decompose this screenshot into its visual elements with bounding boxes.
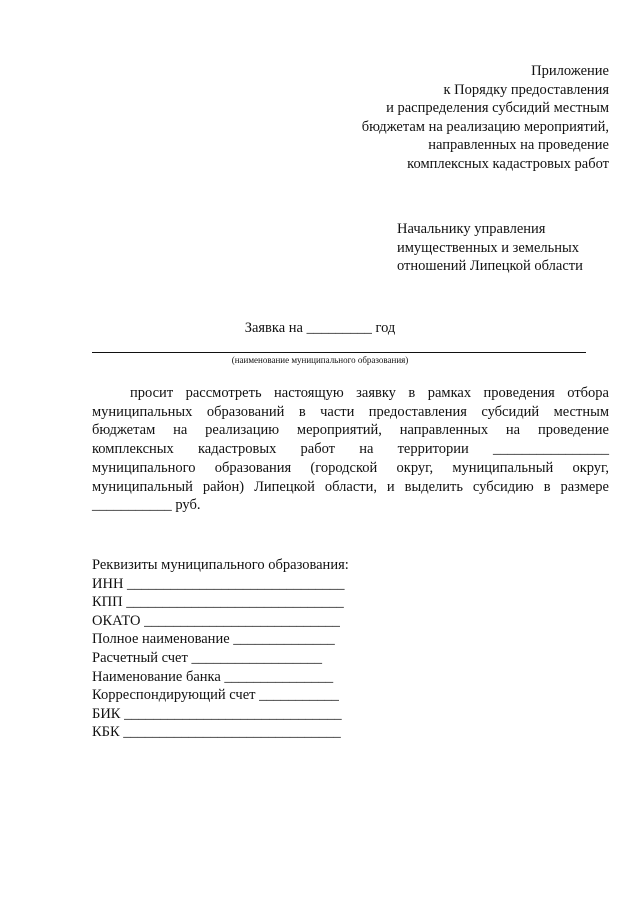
appendix-line: и распределения субсидий местным bbox=[386, 100, 609, 116]
body-text-part1: просит рассмотреть настоящую заявку в рамках проведения отбора муниципальных образований в части предоставления субсидий местным бюджетам на реализацию мероприятий, направленных на проведение комплексных кадастровых работ на территории bbox=[92, 385, 609, 458]
request-title-suffix: год bbox=[375, 320, 396, 336]
requisite-blank: ______________________________ bbox=[123, 724, 341, 741]
request-body bbox=[92, 384, 609, 515]
requisite-blank: ___________________________ bbox=[144, 612, 340, 629]
municipality-caption: (наименование муниципального образования) bbox=[231, 355, 409, 365]
request-paragraph bbox=[92, 384, 609, 515]
requisite-label: ИНН bbox=[92, 575, 124, 592]
requisite-blank: ______________________________ bbox=[124, 705, 342, 722]
requisites-heading: Реквизиты муниципального образования: bbox=[92, 557, 349, 573]
requisite-row-inn bbox=[92, 575, 412, 594]
requisite-label: Наименование банка bbox=[92, 668, 221, 685]
requisite-blank: _______________ bbox=[224, 668, 334, 685]
subsidy-amount-blank: ___________ bbox=[92, 497, 172, 514]
addressee-block bbox=[397, 220, 617, 276]
requisite-label: ОКАТО bbox=[92, 612, 141, 629]
appendix-block bbox=[279, 62, 609, 173]
requisite-label: БИК bbox=[92, 705, 121, 722]
addressee-line: имущественных и земельных bbox=[397, 239, 580, 256]
requisite-row-okato bbox=[92, 612, 412, 631]
requisite-blank: __________________ bbox=[191, 649, 322, 666]
appendix-line: Приложение bbox=[531, 63, 609, 79]
requisite-row-corr-account bbox=[92, 686, 412, 705]
appendix-line: комплексных кадастровых работ bbox=[407, 155, 609, 172]
request-title-prefix: Заявка на bbox=[244, 320, 303, 336]
requisite-blank: ___________ bbox=[259, 687, 339, 704]
addressee-line: Начальнику управления bbox=[397, 221, 546, 237]
body-text-part2: муниципального образования (городской округ, муниципальный округ, муниципальный район) Липецкой области, и выделить субсидию в размере bbox=[92, 459, 609, 495]
request-title bbox=[0, 319, 640, 337]
requisite-row-bank-name bbox=[92, 668, 412, 687]
requisite-row-kbk bbox=[92, 723, 412, 742]
requisite-row-bik bbox=[92, 705, 412, 724]
requisite-label: Расчетный счет bbox=[92, 649, 188, 666]
requisite-label: КБК bbox=[92, 724, 120, 741]
municipality-name-line bbox=[92, 352, 586, 353]
requisite-row-full-name bbox=[92, 630, 412, 649]
requisite-blank: ______________________________ bbox=[127, 575, 345, 592]
addressee-line: отношений Липецкой области bbox=[397, 258, 583, 274]
appendix-line: направленных на проведение bbox=[428, 137, 609, 153]
request-year-blank: _________ bbox=[306, 320, 372, 336]
requisite-label: Полное наименование bbox=[92, 631, 230, 648]
requisite-blank: ______________________________ bbox=[126, 594, 344, 611]
requisite-row-account bbox=[92, 649, 412, 668]
currency-label: руб. bbox=[175, 497, 201, 514]
appendix-line: к Порядку предоставления bbox=[443, 81, 609, 98]
appendix-line: бюджетам на реализацию мероприятий, bbox=[361, 118, 609, 135]
requisite-label: Корреспондирующий счет bbox=[92, 687, 256, 704]
requisites-block bbox=[92, 556, 412, 742]
territory-blank: ________________ bbox=[493, 441, 609, 458]
requisite-blank: ______________ bbox=[233, 631, 335, 648]
requisite-row-kpp bbox=[92, 593, 412, 612]
requisite-label: КПП bbox=[92, 594, 123, 611]
